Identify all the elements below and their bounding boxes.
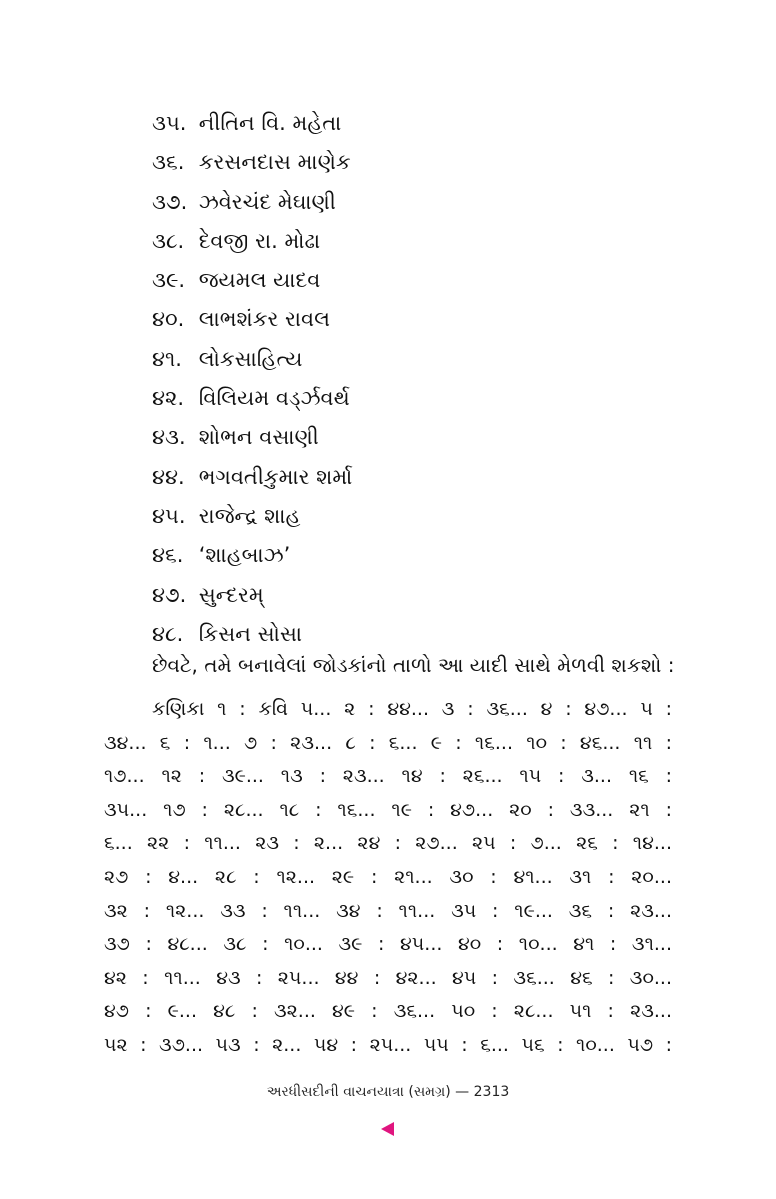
list-item [152, 261, 352, 300]
list-item [152, 615, 352, 654]
list-item-name: વિલિયમ વર્ડ્ઝવર્થ [198, 386, 350, 411]
list-item-number: ૪૩. [152, 425, 186, 450]
answer-key-line: ૧૭... ૧૨ : ૩૯... ૧૩ : ૨૩... ૧૪ : ૨૬... ૧૫ : ૩... ૧૬ : [104, 765, 672, 788]
list-item-name: દેવજી રા. મોઢા [198, 228, 321, 253]
list-item-name: લાભશંકર રાવલ [198, 307, 331, 332]
answer-key [104, 693, 672, 1063]
list-item-name: નીતિન વિ. મહેતા [198, 111, 342, 135]
answer-key-line: ૨૭ : ૪... ૨૮ : ૧૨... ૨૯ : ૨૧... ૩૦ : ૪૧... ૩૧ : ૨૦... [104, 865, 672, 888]
list-item-name: સુન્દરમ્ [198, 582, 264, 607]
left-triangle-arrow-icon[interactable] [381, 1122, 394, 1136]
list-item [152, 143, 352, 182]
answer-key-line: ૫૨ : ૩૭... ૫૩ : ૨... ૫૪ : ૨૫... ૫૫ : ૬... ૫૬ : ૧૦... ૫૭ : [104, 1033, 672, 1056]
list-item-name: ઝવેરચંદ મેઘાણી [198, 189, 336, 214]
list-item-name: ભગવતીકુમાર શર્મા [198, 464, 353, 489]
list-item-number: ૪૨. [152, 386, 185, 411]
list-item [152, 379, 352, 418]
list-item-number: ૪૮. [152, 621, 184, 646]
list-item [152, 183, 352, 222]
answer-key-line: ૪૭ : ૯... ૪૮ : ૩૨... ૪૯ : ૩૬... ૫૦ : ૨૮... ૫૧ : ૨૩... [104, 1000, 672, 1023]
list-item-number: ૪૦. [152, 307, 185, 332]
poet-list [152, 104, 352, 654]
answer-key-line: ૪૨ : ૧૧... ૪૩ : ૨૫... ૪૪ : ૪૨... ૪૫ : ૩૬... ૪૬ : ૩૦... [104, 966, 672, 989]
answer-key-line: ૩૭ : ૪૮... ૩૮ : ૧૦... ૩૯ : ૪૫... ૪૦ : ૧૦... ૪૧ : ૩૧... [104, 933, 672, 956]
answer-key-line: ૩૫... ૧૭ : ૨૮... ૧૮ : ૧૬... ૧૯ : ૪૭... ૨૦ : ૩૩... ૨૧ : [104, 798, 672, 821]
list-item [152, 536, 352, 575]
page-footer: અરધીસદીની વાચનયાત્રા (સમગ્ર) — 2313 [266, 1084, 510, 1100]
list-item-name: શોભન વસાણી [198, 425, 319, 450]
answer-key-line: કણિકા ૧ : કવિ ૫... ૨ : ૪૪... ૩ : ૩૬... ૪ : ૪૭... ૫ : [152, 698, 672, 720]
list-item-number: ૪૭. [152, 582, 187, 607]
answer-intro-text: છેવટે, તમે બનાવેલાં જોડકાંનો તાળો આ યાદી સાથે મેળવી શકશો : [152, 653, 675, 677]
list-item [152, 340, 352, 379]
list-item-name: જયમલ યાદવ [198, 268, 321, 293]
list-item-number: ૪૧. [152, 346, 182, 371]
list-item [152, 458, 352, 497]
list-item-number: ૪૪. [152, 464, 185, 489]
answer-key-line: ૬... ૨૨ : ૧૧... ૨૩ : ૨... ૨૪ : ૨૭... ૨૫ : ૭... ૨૬ : ૧૪... [104, 832, 672, 855]
answer-key-line: ૩૨ : ૧૨... ૩૩ : ૧૧... ૩૪ : ૧૧... ૩૫ : ૧૯... ૩૬ : ૨૩... [104, 899, 672, 922]
list-item-name: કિસન સોસા [198, 621, 303, 646]
list-item-number: ૩૮. [152, 228, 185, 253]
list-item [152, 104, 352, 143]
list-item-number: ૩૯. [152, 268, 186, 293]
list-item [152, 576, 352, 615]
list-item-number: ૪૬. [152, 543, 184, 568]
list-item-name: ‘શાહબાઝ’ [198, 543, 291, 568]
list-item-number: ૩૭. [152, 189, 188, 214]
list-item [152, 222, 352, 261]
list-item-number: ૩૫. [152, 111, 187, 135]
list-item-name: રાજેન્દ્ર શાહ [198, 503, 301, 528]
list-item [152, 300, 352, 339]
list-item-name: કરસનદાસ માણેક [198, 150, 351, 175]
answer-key-line: ૩૪... ૬ : ૧... ૭ : ૨૩... ૮ : ૬... ૯ : ૧૬... ૧૦ : ૪૬... ૧૧ : [104, 731, 672, 754]
list-item [152, 497, 352, 536]
list-item-name: લોકસાહિત્ય [198, 346, 303, 371]
list-item-number: ૩૬. [152, 150, 185, 175]
list-item [152, 418, 352, 457]
list-item-number: ૪૫. [152, 503, 186, 528]
